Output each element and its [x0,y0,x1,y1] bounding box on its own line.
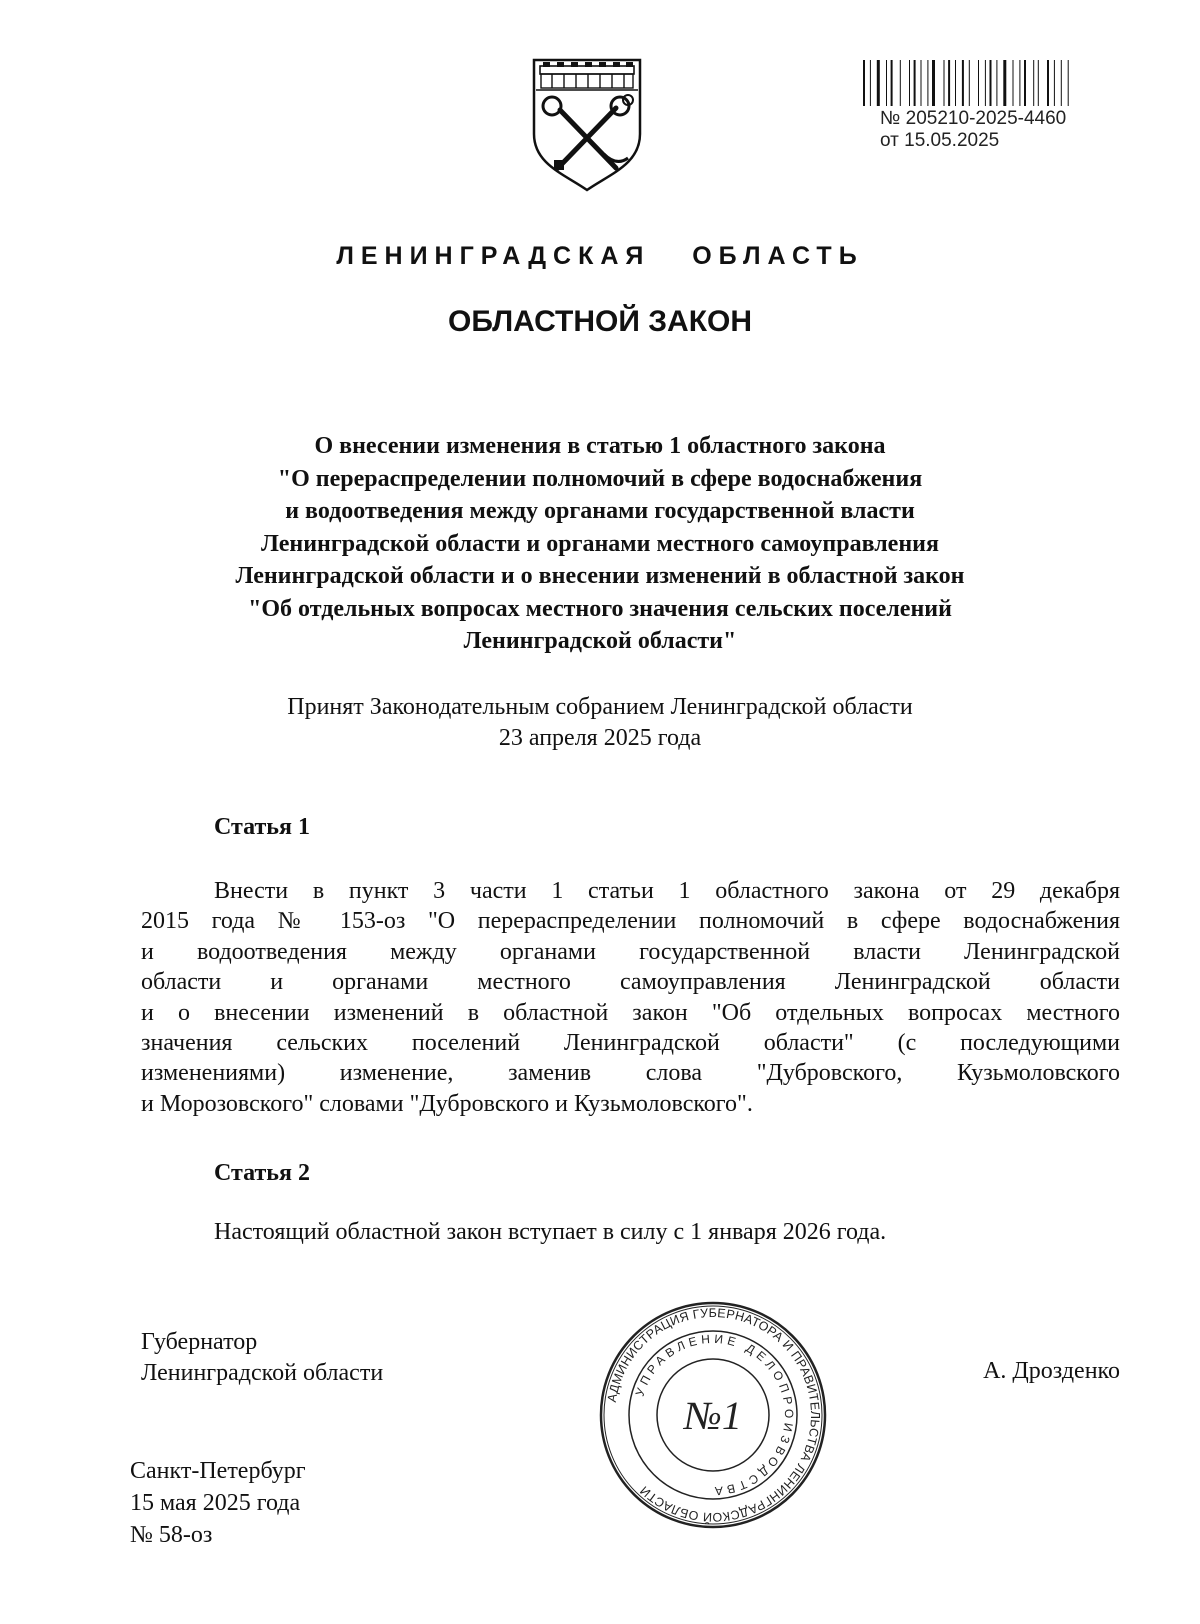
article-1-line: 2015 года № 153-оз "О перераспределении полномочий в сфере водоснабжения [141,908,1120,935]
law-title-line: Ленинградской области и о внесении изменений в областной закон [235,563,965,589]
article-2-heading: Статья 2 [214,1160,310,1186]
seal-center-number: №1 [684,1393,742,1438]
round-stamp-icon [598,1300,828,1530]
article-1-line: и о внесении изменений в областной закон "Об отдельных вопросах местного [141,999,1120,1026]
law-title-line: и водоотведения между органами государственной власти [285,498,915,524]
article-1-line: изменениями) изменение, заменив слова "Дубровского, Кузьмоловского [141,1060,1120,1087]
law-number: № 58-оз [130,1522,213,1548]
article-1-line: Внести в пункт 3 части 1 статьи 1 областного закона от 29 декабря [214,878,1120,904]
coat-of-arms-icon [528,56,646,192]
signing-place-block [130,1455,306,1551]
signing-city: Санкт-Петербург [130,1458,306,1484]
signing-date: 15 мая 2025 года [130,1490,301,1516]
adoption-note [100,692,1100,754]
seal-inner-text: УПРАВЛЕНИЕ ДЕЛОПРОИЗВОДСТВА [632,1331,797,1499]
signer-region: Ленинградской области [141,1360,384,1386]
seal-outer-text: АДМИНИСТРАЦИЯ ГУБЕРНАТОРА И ПРАВИТЕЛЬСТВА ЛЕНИНГРАДСКОЙ ОБЛАСТИ [604,1305,823,1525]
article-1-line: области и органами местного самоуправления Ленинградской области [141,969,1120,996]
signer-position [141,1327,383,1389]
article-1-line: и водоотведения между органами государственной власти Ленинградской [141,938,1120,965]
law-title-line: Ленинградской области" [463,628,737,654]
registration-block [880,108,1066,152]
adoption-date: 23 апреля 2025 года [498,725,702,751]
signer-title: Губернатор [141,1329,258,1355]
law-title-line: "Об отдельных вопросах местного значения сельских поселений [248,595,952,622]
adoption-line: Принят Законодательным собранием Ленинградской области [287,694,913,720]
law-type-heading: ОБЛАСТНОЙ ЗАКОН [447,305,753,338]
barcode-icon [863,60,1119,106]
registration-number: № 205210-2025-4460 [880,108,1067,129]
registration-date: от 15.05.2025 [880,130,1000,151]
signer-name: А. Дрозденко [983,1358,1120,1384]
law-title [100,430,1100,658]
law-title-line: Ленинградской области и органами местного самоуправления [261,530,939,557]
article-1-text [141,876,1120,1119]
article-1-line: значения сельских поселений Ленинградской области" (с последующими [141,1030,1120,1057]
article-2-text: Настоящий областной закон вступает в силу с 1 января 2026 года. [214,1219,887,1245]
law-title-line: О внесении изменения в статью 1 областного закона [314,433,886,459]
region-heading: ЛЕНИНГРАДСКАЯ ОБЛАСТЬ [336,242,864,270]
law-title-line: "О перераспределении полномочий в сфере водоснабжения [277,465,923,492]
article-1-heading: Статья 1 [214,814,310,840]
article-1-line: и Морозовского" словами "Дубровского и Кузьмоловского". [141,1090,753,1117]
